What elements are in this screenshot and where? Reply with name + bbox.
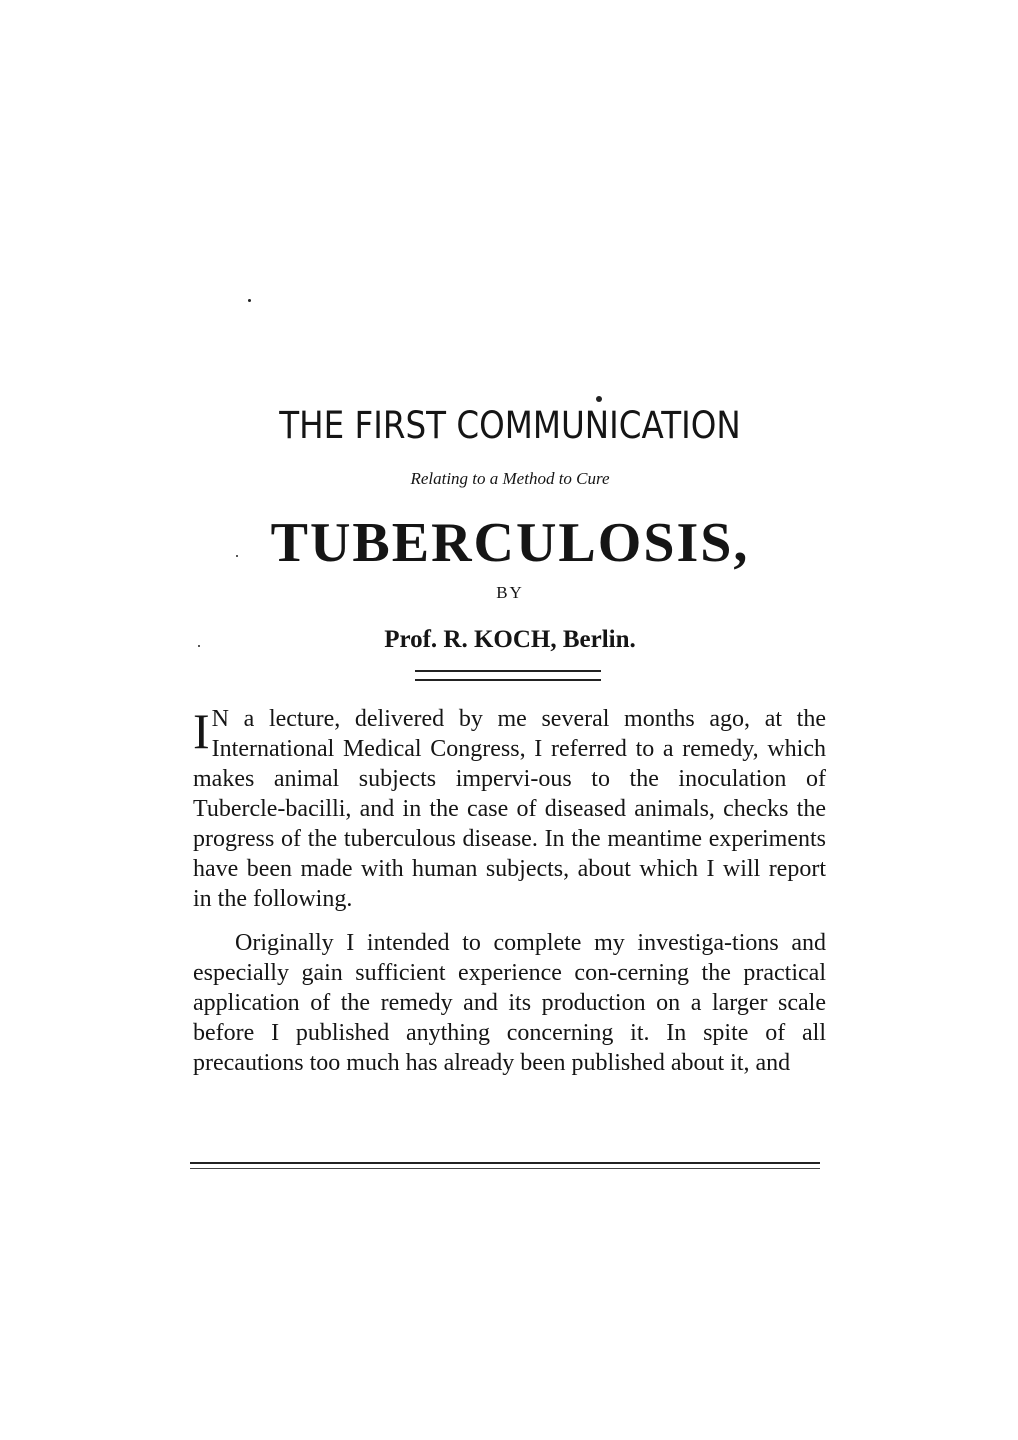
main-heading: TUBERCULOSIS, xyxy=(270,512,750,574)
paragraph-1-text: N a lecture, delivered by me several months ago, at the International Medical Congress, I referred to a remedy, which makes animal subjects impervi-ous to the inoculation of Tubercle-bacilli, and in the case of diseased animals, checks the progress of the tuberculous disease. In the meantime experiments have been made with human subjects, about which I will report in the following. xyxy=(193,706,826,912)
paragraph-2: Originally I intended to complete my investiga-tions and especially gain sufficient experience con-cerning the practical application of the remedy and its production on a larger scale before I published anything concerning it. In spite of all precautions too much has already been published about it, and xyxy=(193,930,826,1076)
double-rule-divider xyxy=(415,670,601,681)
document-subtitle: Relating to a Method to Cure xyxy=(410,469,610,488)
author-line: Prof. R. KOCH, Berlin. xyxy=(384,626,636,653)
body-text xyxy=(193,704,826,1078)
by-line: BY xyxy=(496,583,524,602)
print-speck xyxy=(248,299,251,302)
paragraph-1 xyxy=(193,704,826,914)
bottom-rule xyxy=(190,1162,820,1169)
drop-cap: I xyxy=(193,703,210,759)
document-title: THE FIRST COMMUNICATION xyxy=(279,404,741,447)
